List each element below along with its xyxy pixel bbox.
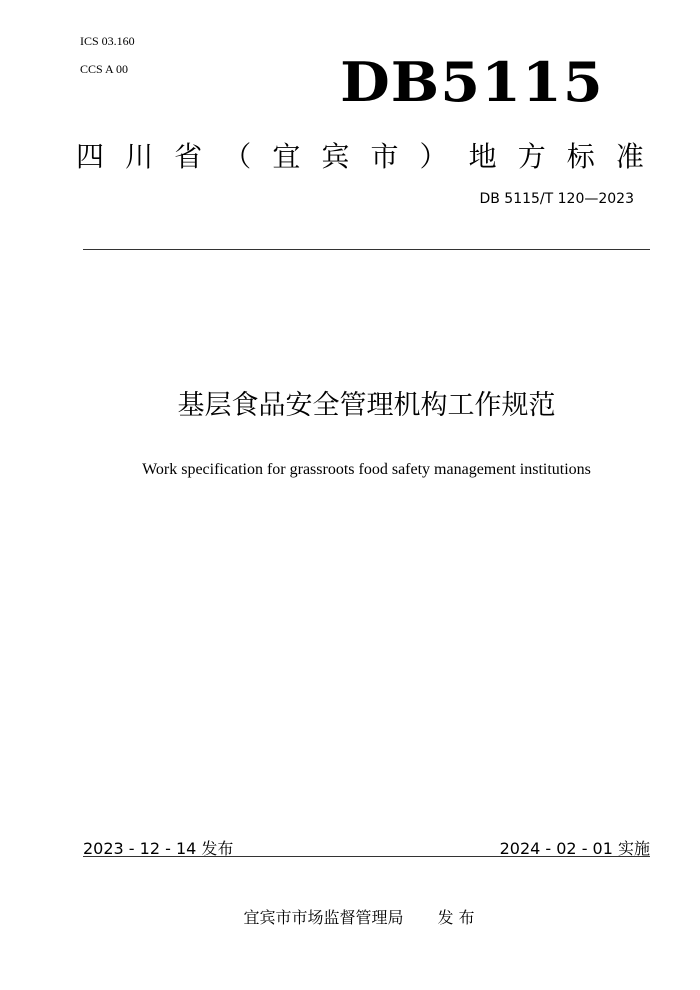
ics-code: ICS 03.160: [80, 34, 135, 48]
title-chinese: 基层食品安全管理机构工作规范: [177, 390, 556, 421]
issuer-line: [0, 905, 700, 928]
standard-type: [76, 135, 650, 175]
standard-type-char: 川: [125, 140, 160, 173]
standard-type-char: 市: [370, 140, 405, 173]
title-english: Work specification for grassroots food safety management institutions: [142, 461, 591, 478]
standard-type-char: 宜: [272, 140, 307, 173]
ccs-code: CCS A 00: [80, 62, 129, 76]
standard-type-char: 准: [615, 140, 650, 173]
standard-number: DB 5115/T 120—2023: [479, 191, 634, 207]
standard-type-char: 宾: [321, 140, 356, 173]
top-divider: [83, 249, 650, 250]
bottom-divider: [83, 856, 650, 857]
standard-type-char: 标: [566, 140, 601, 173]
issuer-name: 宜宾市市场监督管理局: [243, 908, 404, 927]
standard-type-char: （: [223, 140, 258, 173]
standard-type-char: 地: [468, 140, 503, 173]
db-code-logo: DB5115: [340, 50, 604, 114]
implementation-date: 2024 - 02 - 01 实施: [499, 839, 650, 858]
standard-type-char: ）: [419, 140, 454, 173]
standard-type-char: 方: [517, 140, 552, 173]
standard-type-char: 四: [76, 140, 111, 173]
issue-date: 2023 - 12 - 14 发布: [83, 839, 234, 858]
issuer-action: 发 布: [437, 908, 475, 927]
standard-type-char: 省: [174, 140, 209, 173]
